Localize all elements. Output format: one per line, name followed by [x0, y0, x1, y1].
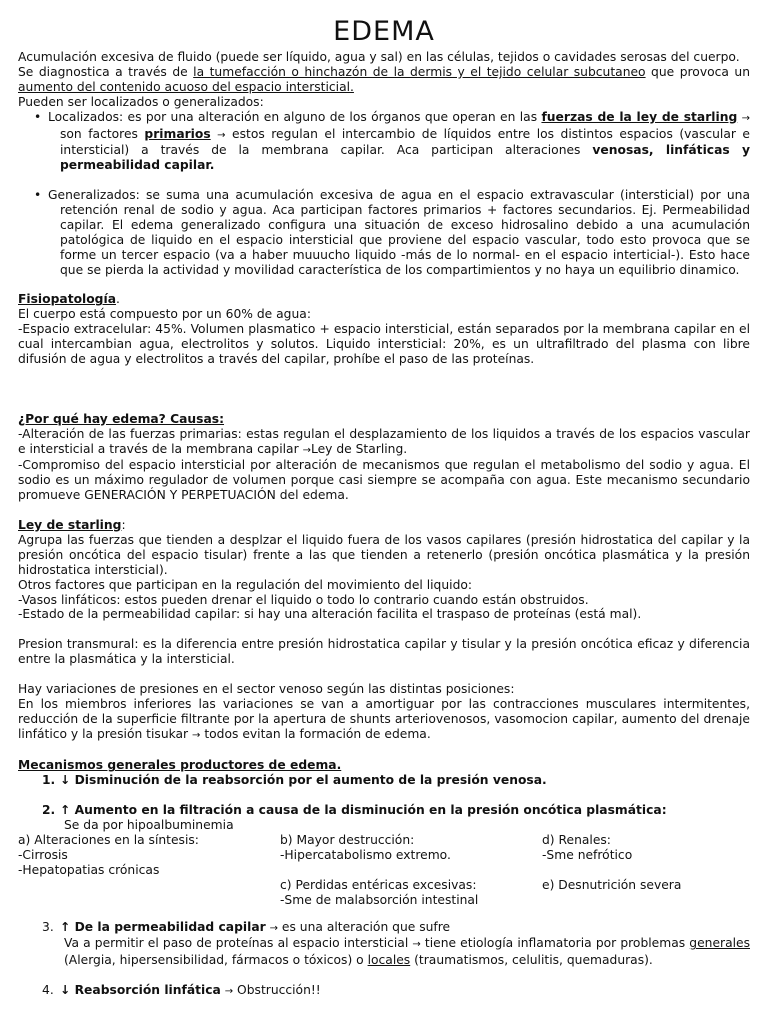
causas-heading: ¿Por qué hay edema? Causas: [18, 411, 225, 426]
permeabilidad-detail: Va a permitir el paso de proteínas al espacio intersticial → tiene etiología inflamatoria por problemas generales (Alergia, hipersensibilidad, fármacos o tóxicos) o locales (traumatismos, celulitis, quemaduras). [64, 936, 750, 968]
starling-line-4: -Estado de la permeabilidad capilar: si hay una alteración facilita el traspaso de proteínas (está mal). [18, 607, 642, 622]
bullet-dot: • [34, 188, 42, 203]
hipoalbuminemia-note: Se da por hipoalbuminemia [64, 818, 234, 833]
causas-line-1: -Alteración de las fuerzas primarias: estas regulan el desplazamiento de los liquidos a través de los espacios vascular e intersticial a través de la membrana capilar →Ley de Starling. [18, 426, 750, 456]
starling-line-1: Agrupa las fuerzas que tienden a desplzar el liquido fuera de los vasos capilares (presión hidrostatica del capilar y la presión oncótica del espacio tisular) frente a las que tienden a retenerlo (presión oncótica plasmática y la presión hidrostatica intersticial). [18, 532, 750, 577]
fisio-line-2: -Espacio extracelular: 45%. Volumen plasmatico + espacio intersticial, están separados por la membrana capilar en el cual intercambian agua, electrolitos y solutos. Liquido intersticial: 20%, es un ultrafiltrado del plasma con libre difusión de agua y electrolitos a través del capilar, prohíbe el paso de las proteínas. [18, 322, 750, 367]
col-renales: d) Renales: -Sme nefrótico e) Desnutrición severa [542, 832, 682, 892]
page-title: EDEMA [333, 16, 435, 47]
fisio-line-1: El cuerpo está compuesto por un 60% de agua: [18, 307, 311, 322]
bullet-generalizados: • Generalizados: se suma una acumulación excesiva de agua en el espacio extravascular (intersticial) por una retención renal de sodio y agua. Aca participan factores primarios + factores secundarios. Ej. Permeabilidad capilar. El edema generalizado configura una situación de exceso hidrosalino debido a una acumulación patológica de liquido en el espacio intersticial que proviene del espacio vascular, todo esto provoca que se forme un tercer espacio (va a haber muuucho liquido -más de lo normal- en el espacio interticial-). Esto hace que se pierda la actividad y movilidad característica de los compartimientos y no haya un equilibrio dinamico. [34, 188, 750, 277]
mecanismos-heading: Mecanismos generales productores de edema. [18, 758, 342, 773]
col-mayor-destruccion: b) Mayor destrucción: -Hipercatabolismo extremo. c) Perdidas entéricas excesivas: -Sme de malabsorción intestinal [280, 832, 479, 907]
presion-transmural: Presion transmural: es la diferencia entre presión hidrostatica capilar y tisular y la presión oncótica eficaz y diferencia entre la plasmática y la intersticial. [18, 637, 750, 667]
col-alteraciones-sintesis: a) Alteraciones en la síntesis: -Cirrosis -Hepatopatias crónicas [18, 832, 199, 877]
starling-line-3: -Vasos linfáticos: estos pueden drenar el liquido o todo lo contrario cuando están obstruidos. [18, 592, 589, 607]
causas-line-2: -Compromiso del espacio intersticial por alteración de mecanismos que regulan el metabolismo del sodio y agua. El sodio es un máximo regulador de volumen porque casi siempre se acompaña con agua. Este mecanismo secundario promueve GENERACIÓN Y PERPETUACIÓN del edema. [18, 458, 750, 503]
bullet-localizados: • Localizados: es por una alteración en alguno de los órganos que operan en las fuerzas de la ley de starling → son factores primarios → estos regulan el intercambio de líquidos entre los distintos espacios (vascular e intersticial) a través de la membrana capilar. Aca participan alteraciones venosas, linfáticas y permeabilidad capilar. [34, 109, 750, 173]
causas-grid [18, 833, 750, 908]
mecanismo-item-4: 4. ↓ Reabsorción linfática → Obstrucción!! [42, 983, 321, 998]
mecanismo-item-3: 3. ↑ De la permeabilidad capilar → es una alteración que sufre [42, 919, 451, 934]
bullet-dot: • [34, 109, 42, 124]
variaciones-line-1: Hay variaciones de presiones en el sector venoso según las distintas posiciones: [18, 681, 515, 696]
fisiopatologia-heading: Fisiopatología. [18, 292, 120, 307]
starling-line-2: Otros factores que participan en la regulación del movimiento del liquido: [18, 577, 473, 592]
starling-heading: Ley de starling: [18, 518, 126, 533]
intro-diagnosis: Se diagnostica a través de la tumefacción o hinchazón de la dermis y el tejido celular subcutaneo que provoca un aumento del contenido acuoso del espacio intersticial. [18, 64, 750, 94]
mecanismo-item-2: 2. ↑ Aumento en la filtración a causa de la disminución en la presión oncótica plasmática: [42, 803, 667, 818]
intro-definition: Acumulación excesiva de fluido (puede ser líquido, agua y sal) en las células, tejidos o cavidades serosas del cuerpo. [18, 50, 740, 64]
mecanismo-item-1: 1. ↓ Disminución de la reabsorción por el aumento de la presión venosa. [42, 773, 547, 788]
intro-types: Pueden ser localizados o generalizados: [18, 94, 264, 109]
variaciones-line-2: En los miembros inferiores las variaciones se van a amortiguar por las contracciones musculares intermitentes, reducción de la superficie filtrante por la apertura de shunts arteriovenosos, vasomocion capilar, aumento del drenaje linfático y la presión tisukar → todos evitan la formación de edema. [18, 696, 750, 741]
